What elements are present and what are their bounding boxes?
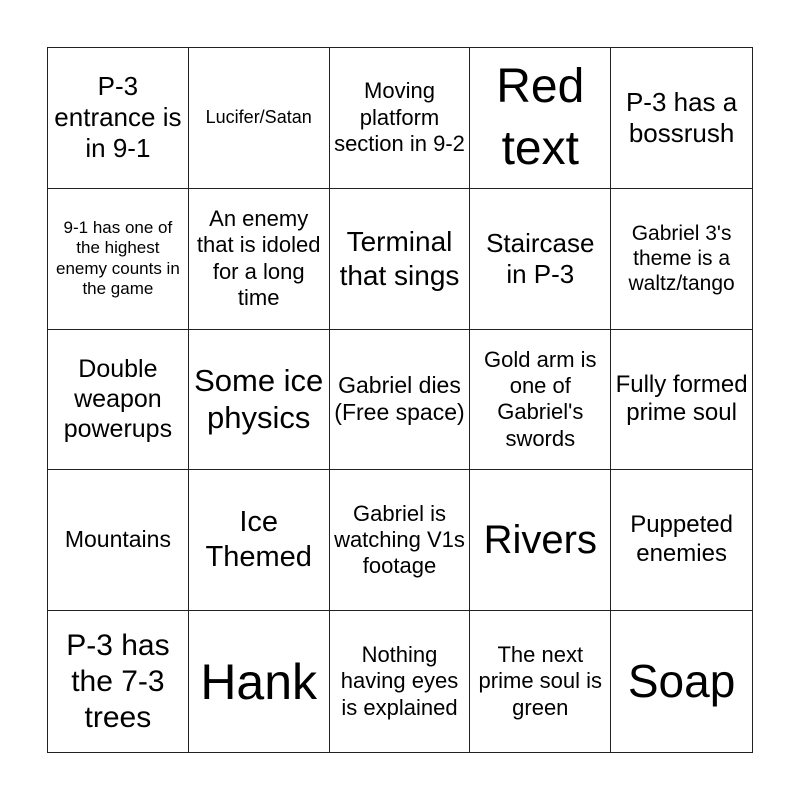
bingo-cell[interactable]: Lucifer/Satan: [189, 48, 330, 189]
bingo-board: [47, 47, 753, 753]
bingo-cell[interactable]: Gabriel 3's theme is a waltz/tango: [611, 189, 752, 330]
bingo-cell[interactable]: P-3 has a bossrush: [611, 48, 752, 189]
bingo-cell[interactable]: Puppeted enemies: [611, 470, 752, 611]
bingo-cell[interactable]: Mountains: [48, 470, 189, 611]
bingo-cell[interactable]: Red text: [470, 48, 611, 189]
bingo-cell[interactable]: The next prime soul is green: [470, 611, 611, 752]
bingo-cell[interactable]: Ice Themed: [189, 470, 330, 611]
bingo-cell[interactable]: Gabriel dies (Free space): [330, 330, 471, 471]
bingo-cell[interactable]: Rivers: [470, 470, 611, 611]
bingo-cell[interactable]: Double weapon powerups: [48, 330, 189, 471]
bingo-cell[interactable]: 9-1 has one of the highest enemy counts in the game: [48, 189, 189, 330]
bingo-cell[interactable]: An enemy that is idoled for a long time: [189, 189, 330, 330]
bingo-cell[interactable]: Gold arm is one of Gabriel's swords: [470, 330, 611, 471]
bingo-cell[interactable]: Hank: [189, 611, 330, 752]
bingo-cell[interactable]: Soap: [627, 655, 736, 707]
bingo-cell[interactable]: Staircase in P-3: [470, 189, 611, 330]
bingo-cell[interactable]: P-3 has the 7-3 trees: [48, 611, 189, 752]
bingo-cell[interactable]: Terminal that sings: [330, 189, 471, 330]
bingo-cell[interactable]: Nothing having eyes is explained: [330, 611, 471, 752]
bingo-cell[interactable]: Moving platform section in 9-2: [330, 48, 471, 189]
bingo-cell[interactable]: P-3 entrance is in 9-1: [48, 48, 189, 189]
bingo-cell[interactable]: Some ice physics: [189, 330, 330, 471]
bingo-cell[interactable]: Fully formed prime soul: [611, 330, 752, 471]
bingo-cell[interactable]: Gabriel is watching V1s footage: [330, 470, 471, 611]
